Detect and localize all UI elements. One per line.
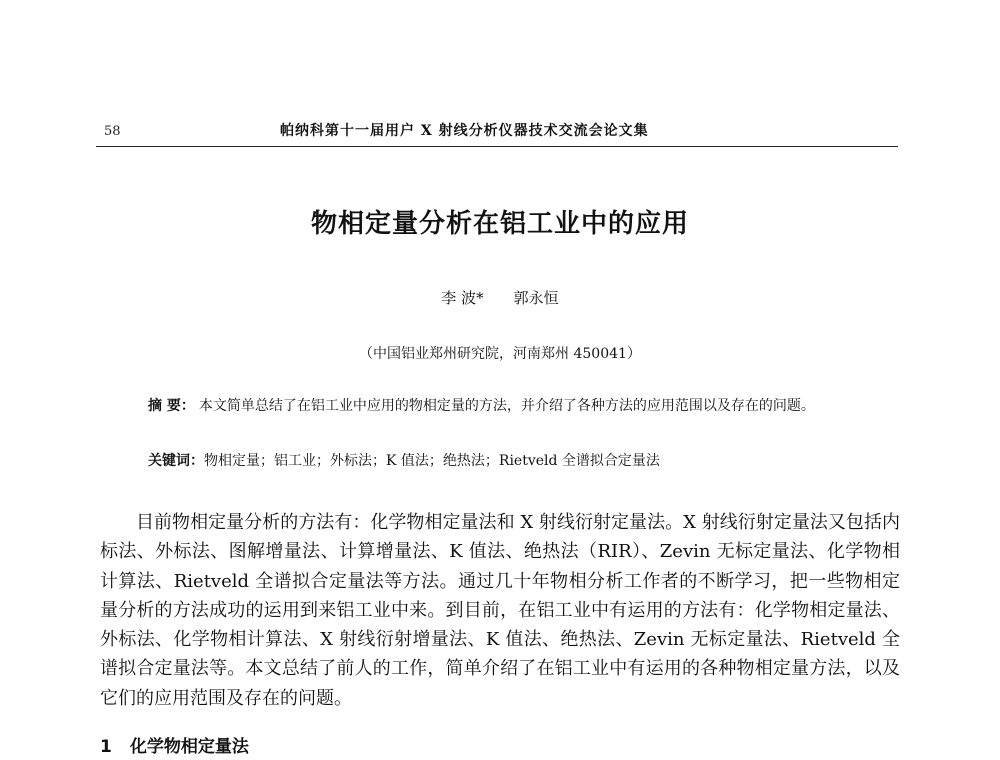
- section-heading: [100, 732, 249, 757]
- author-2: 郭永恒: [513, 289, 559, 307]
- article-title: 物相定量分析在铝工业中的应用: [310, 209, 689, 239]
- keywords-label: 关键词：: [148, 453, 204, 469]
- section-number: 1: [100, 737, 112, 757]
- running-header: 帕纳科第十一届用户 X 射线分析仪器技术交流会论文集: [280, 123, 649, 139]
- intro-paragraph: 目前物相定量分析的方法有：化学物相定量法和 X 射线衍射定量法。X 射线衍射定量法又包括内标法、外标法、图解增量法、计算增量法、K 值法、绝热法（RIR）、Zevin 无标定量法、化学物相计算法、Rietveld 全谱拟合定量法等方法。通过几十年物相分析工作者的不断学习，把一些物相定量分析的方法成功的运用到来铝工业中来。到目前，在铝工业中有运用的方法有：化学物相定量法、外标法、化学物相计算法、X 射线衍射增量法、K 值法、绝热法、Zevin 无标定量法、Rietveld 全谱拟合定量法等。本文总结了前人的工作，简单介绍了在铝工业中有运用的各种物相定量方法，以及它们的应用范围及存在的问题。: [100, 512, 900, 709]
- page-number: 58: [104, 124, 121, 139]
- author-1: 李 波*: [441, 289, 484, 307]
- keywords-text: 物相定量；铝工业；外标法；K 值法；绝热法；Rietveld 全谱拟合定量法: [204, 453, 660, 469]
- section-title: 化学物相定量法: [129, 737, 249, 757]
- keywords: [148, 450, 868, 472]
- abstract-label: 摘 要：: [148, 398, 195, 414]
- author-line: [0, 287, 1000, 308]
- affiliation: （中国铝业郑州研究院，河南郑州 450041）: [359, 346, 641, 362]
- header-divider: [96, 146, 898, 147]
- abstract-text: 本文简单总结了在铝工业中应用的物相定量的方法，并介绍了各种方法的应用范围以及存在的问题。: [198, 398, 815, 414]
- abstract: [148, 394, 868, 418]
